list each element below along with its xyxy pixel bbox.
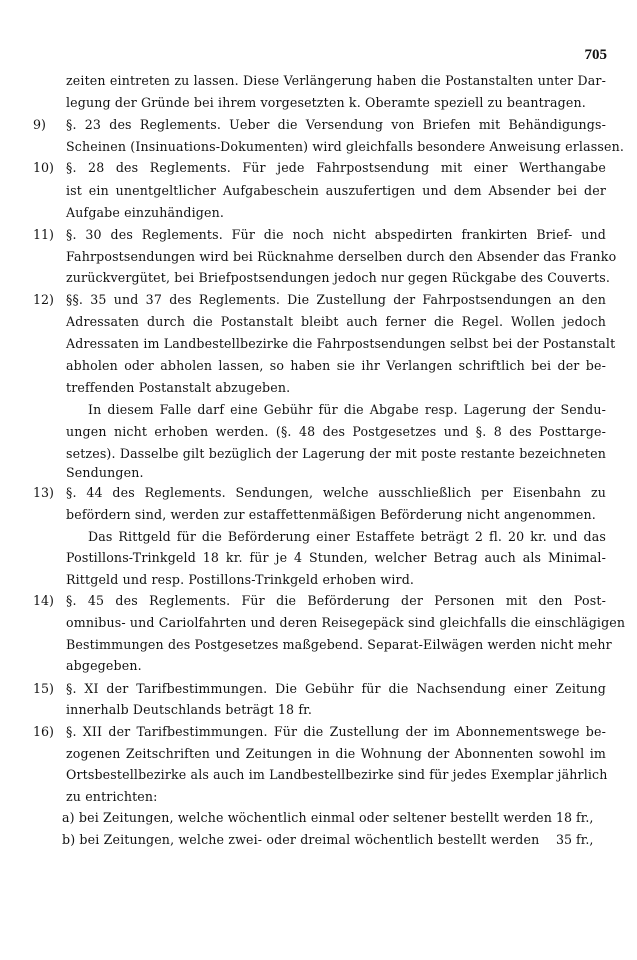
text-line: ist ein unentgeltlicher Aufgabeschein auszufertigen und dem Absender bei der bbox=[66, 183, 606, 198]
text-line: §. 30 des Reglements. Für die noch nicht abspedirten frankirten Brief- und bbox=[66, 227, 606, 242]
item-number: 15) bbox=[33, 681, 54, 696]
item-number: 13) bbox=[33, 485, 54, 500]
item-number: 14) bbox=[33, 593, 54, 608]
text-line: setzes). Dasselbe gilt bezüglich der Lagerung der mit poste restante bezeichneten bbox=[66, 446, 606, 461]
text-line: zeiten eintreten zu lassen. Diese Verlängerung haben die Postanstalten unter Dar- bbox=[66, 73, 606, 88]
list-item-a: a) bei Zeitungen, welche wöchentlich einmal oder seltener bestellt werden bbox=[62, 810, 553, 825]
text-line: §§. 35 und 37 des Reglements. Die Zustellung der Fahrpostsendungen an den bbox=[66, 292, 606, 307]
text-line: §. 23 des Reglements. Ueber die Versendung von Briefen mit Behändigungs- bbox=[66, 117, 606, 132]
list-item-b: b) bei Zeitungen, welche zwei- oder dreimal wöchentlich bestellt werden bbox=[62, 832, 540, 847]
price-value: 18 fr., bbox=[556, 810, 594, 825]
text-line: Scheinen (Insinuations-Dokumenten) wird gleichfalls besondere Anweisung erlassen. bbox=[66, 139, 624, 154]
text-line: Postillons-Trinkgeld 18 kr. für je 4 Stunden, welcher Betrag auch als Minimal- bbox=[66, 550, 606, 565]
text-line: §. 28 des Reglements. Für jede Fahrpostsendung mit einer Werthangabe bbox=[66, 160, 606, 175]
text-line: Adressaten durch die Postanstalt bleibt auch ferner die Regel. Wollen jedoch bbox=[66, 314, 606, 329]
text-line: §. 44 des Reglements. Sendungen, welche ausschließlich per Eisenbahn zu bbox=[66, 485, 606, 500]
text-line: befördern sind, werden zur estaffettenmäßigen Beförderung nicht angenommen. bbox=[66, 507, 596, 522]
text-line: Rittgeld und resp. Postillons-Trinkgeld erhoben wird. bbox=[66, 572, 415, 587]
item-number: 16) bbox=[33, 724, 54, 739]
text-line: §. 45 des Reglements. Für die Beförderung der Personen mit den Post- bbox=[66, 593, 606, 608]
page-number: 705 bbox=[584, 47, 607, 63]
text-line: Sendungen. bbox=[66, 465, 144, 480]
text-line: zogenen Zeitschriften und Zeitungen in die Wohnung der Abonnenten sowohl im bbox=[66, 746, 606, 761]
text-line: legung der Gründe bei ihrem vorgesetzten k. Oberamte speziell zu beantragen. bbox=[66, 95, 586, 110]
item-number: 11) bbox=[33, 227, 54, 242]
text-line: omnibus- und Cariolfahrten und deren Reisegepäck sind gleichfalls die einschlägigen bbox=[66, 615, 626, 630]
text-line: abholen oder abholen lassen, so haben sie ihr Verlangen schriftlich bei der be- bbox=[66, 358, 606, 373]
price-value: 35 fr., bbox=[556, 832, 594, 847]
item-number: 10) bbox=[33, 160, 54, 175]
text-line: zurückvergütet, bei Briefpostsendungen jedoch nur gegen Rückgabe des Couverts. bbox=[66, 270, 611, 285]
item-number: 9) bbox=[33, 117, 46, 132]
item-number: 12) bbox=[33, 292, 54, 307]
text-line: §. XII der Tarifbestimmungen. Für die Zustellung der im Abonnementswege be- bbox=[66, 724, 606, 739]
text-line: Adressaten im Landbestellbezirke die Fahrpostsendungen selbst bei der Postanstalt bbox=[66, 336, 616, 351]
text-line: Aufgabe einzuhändigen. bbox=[66, 205, 225, 220]
text-line: Das Rittgeld für die Beförderung einer Estaffete beträgt 2 fl. 20 kr. und das bbox=[88, 529, 606, 544]
text-line: Bestimmungen des Postgesetzes maßgebend. Separat-Eilwägen werden nicht mehr bbox=[66, 637, 612, 652]
text-line: innerhalb Deutschlands beträgt 18 fr. bbox=[66, 702, 313, 717]
text-line: zu entrichten: bbox=[66, 789, 158, 804]
text-line: Ortsbestellbezirke als auch im Landbestellbezirke sind für jedes Exemplar jährlich bbox=[66, 767, 608, 782]
text-line: treffenden Postanstalt abzugeben. bbox=[66, 380, 291, 395]
text-line: ungen nicht erhoben werden. (§. 48 des Postgesetzes und §. 8 des Posttarge- bbox=[66, 424, 606, 439]
text-line: Fahrpostsendungen wird bei Rücknahme derselben durch den Absender das Franko bbox=[66, 249, 617, 264]
text-line: In diesem Falle darf eine Gebühr für die Abgabe resp. Lagerung der Sendu- bbox=[88, 402, 606, 417]
text-line: abgegeben. bbox=[66, 658, 142, 673]
text-line: §. XI der Tarifbestimmungen. Die Gebühr für die Nachsendung einer Zeitung bbox=[66, 681, 606, 696]
